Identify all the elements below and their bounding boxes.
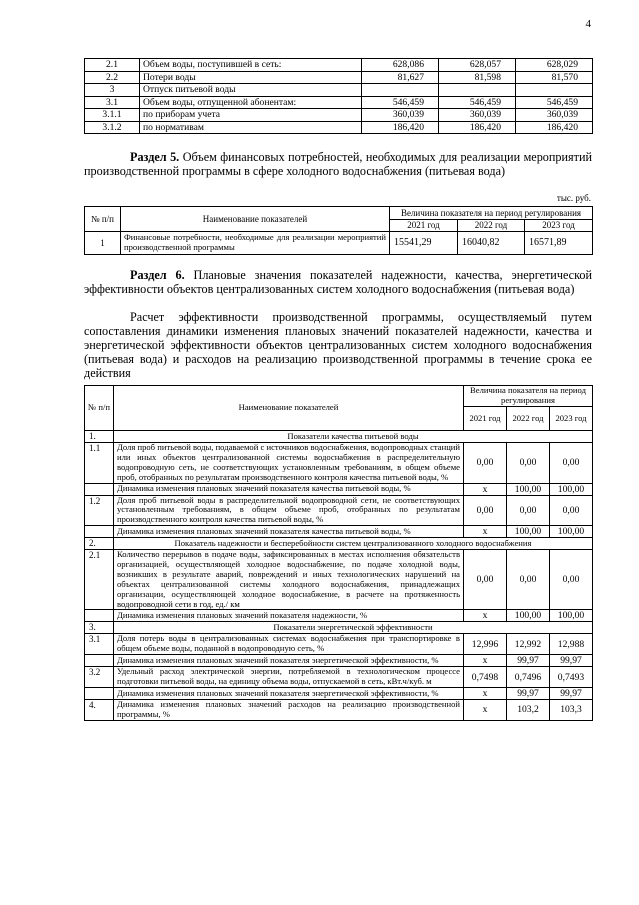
section6-paragraph: Расчет эффективности производственной программы, осуществляемый путем сопоставления динамики изменения плановых значений показателей надежности, качества и энергетической эффективности объектов централизованных систем холодного водоснабжения (питьевая вода) и расходов на реализацию производственной программы в течение срока ее действия: [84, 310, 592, 380]
section-row: [85, 622, 593, 634]
row-value-2021: 0,00: [464, 443, 507, 484]
section6-text: Плановые значения показателей надежности, качества, энергетической эффективности объектов централизованных систем холодного водоснабжения (питьевая вода): [84, 268, 592, 296]
row-number: [85, 688, 114, 700]
row-name: Доля проб питьевой воды в распределительной водопроводной сети, не соответствующих установленным требованиям, в общем объеме проб, отобранных по результатам производственного контроля качества питьевой воды, %: [114, 495, 464, 526]
row-value-2021: x: [464, 526, 507, 538]
row-value-2023: 360,039: [516, 109, 593, 122]
row-name: Динамика изменения плановых значений показателя качества питьевой воды, %: [114, 526, 464, 538]
row-name: Отпуск питьевой воды: [140, 84, 362, 97]
row-number: 2.1: [85, 59, 140, 72]
row-value-2021: 81,627: [362, 71, 439, 84]
table-row: [85, 610, 593, 622]
finance-year-2022: 2022 год: [458, 220, 525, 232]
row-value-2021: x: [464, 483, 507, 495]
row-value-2023: 546,459: [516, 96, 593, 109]
row-value-2021: x: [464, 655, 507, 667]
row-name: Количество перерывов в подаче воды, зафиксированных в местах исполнения обязательств организацией, осуществляющей холодное водоснабжение, по подаче холодной воды, возникших в результате аварий, повреждений и иных технологических нарушений на объектах централизованной системы холодного водоснабжения, принадлежащих организации, осуществляющей холодное водоснабжение, в расчете на протяженность водопроводной сети в год, ед./ км: [114, 550, 464, 610]
section5-text: Объем финансовых потребностей, необходимых для реализации мероприятий производственной программы в сфере холодного водоснабжения (питьевая вода): [84, 150, 592, 178]
row-name: Динамика изменения плановых значений расходов на реализацию производственной программы, %: [114, 700, 464, 721]
indicators-body: [85, 431, 593, 721]
section6-prefix: Раздел 6.: [130, 268, 185, 282]
row-value-2021: x: [464, 610, 507, 622]
row-value-2022: 0,00: [507, 550, 550, 610]
finance-col-no: № п/п: [85, 207, 121, 232]
row-value-2022: 628,057: [439, 59, 516, 72]
row-value-2022: 100,00: [507, 483, 550, 495]
row-name: Динамика изменения плановых значений показателя энергетической эффективности, %: [114, 655, 464, 667]
row-value-2021: x: [464, 700, 507, 721]
row-value-2021: [362, 84, 439, 97]
row-number: 2.2: [85, 71, 140, 84]
section-title: Показатель надежности и бесперебойности систем централизованного холодного водоснабжения: [114, 538, 593, 550]
row-value-2022: [439, 84, 516, 97]
finance-col-value: Величина показателя на период регулирования: [390, 207, 593, 220]
row-value-2023: [516, 84, 593, 97]
row-value-2021: x: [464, 688, 507, 700]
table-row: [85, 121, 593, 134]
finance-col-name: Наименование показателей: [121, 207, 390, 232]
table-row: [85, 59, 593, 72]
row-number: 3.2: [85, 667, 114, 688]
water-balance-body: [85, 59, 593, 134]
row-number: 3.1: [85, 96, 140, 109]
row-number: 3.1.2: [85, 121, 140, 134]
row-number: 1.2: [85, 495, 114, 526]
row-number: [85, 526, 114, 538]
row-value-2023: 100,00: [550, 610, 593, 622]
indicators-year-2022: 2022 год: [507, 407, 550, 431]
row-value-2023: 0,00: [550, 550, 593, 610]
indicators-table: [84, 385, 593, 721]
row-value-2021: 546,459: [362, 96, 439, 109]
row-value-2021: 628,086: [362, 59, 439, 72]
row-number: [85, 483, 114, 495]
row-value-2022: 0,00: [507, 495, 550, 526]
section-number: 3.: [85, 622, 114, 634]
page-number: 4: [585, 18, 591, 30]
row-number: 3.1: [85, 634, 114, 655]
row-value-2022: 360,039: [439, 109, 516, 122]
section-row: [85, 431, 593, 443]
table-row: [85, 634, 593, 655]
water-balance-table: [84, 58, 593, 134]
row-value-2023: 100,00: [550, 526, 593, 538]
row-value-2022: 12,992: [507, 634, 550, 655]
row-value-2021: 0,7498: [464, 667, 507, 688]
section6-heading: [84, 268, 592, 296]
row-value-2023: 100,00: [550, 483, 593, 495]
row-name: Доля потерь воды в централизованных системах водоснабжения при транспортировке в общем объеме воды, поданной в водопроводную сеть, %: [114, 634, 464, 655]
row-name: Динамика изменения плановых значений показателя надежности, %: [114, 610, 464, 622]
row-value-2023: 12,988: [550, 634, 593, 655]
row-value-2023: 0,7493: [550, 667, 593, 688]
indicators-year-2023: 2023 год: [550, 407, 593, 431]
section-title: Показатели энергетической эффективности: [114, 622, 593, 634]
row-value-2022: 100,00: [507, 526, 550, 538]
table-row: [85, 526, 593, 538]
row-value-2021: 12,996: [464, 634, 507, 655]
table-row: [85, 109, 593, 122]
finance-row-v3: 16571,89: [525, 232, 593, 255]
finance-row-v2: 16040,82: [458, 232, 525, 255]
finance-row-v1: 15541,29: [390, 232, 458, 255]
indicators-year-2021: 2021 год: [464, 407, 507, 431]
row-name: Объем воды, поступившей в сеть:: [140, 59, 362, 72]
row-value-2021: 360,039: [362, 109, 439, 122]
indicators-col-no: № п/п: [85, 386, 114, 431]
row-value-2022: 100,00: [507, 610, 550, 622]
table-row: [85, 655, 593, 667]
row-value-2021: 0,00: [464, 550, 507, 610]
row-value-2021: 186,420: [362, 121, 439, 134]
finance-year-2021: 2021 год: [390, 220, 458, 232]
row-value-2022: 99,97: [507, 655, 550, 667]
indicators-col-value: Величина показателя на период регулирования: [464, 386, 593, 407]
row-name: по приборам учета: [140, 109, 362, 122]
row-value-2022: 99,97: [507, 688, 550, 700]
row-name: Динамика изменения плановых значений показателя качества питьевой воды, %: [114, 483, 464, 495]
table-row: [85, 96, 593, 109]
table-row: [85, 667, 593, 688]
row-value-2021: 0,00: [464, 495, 507, 526]
row-value-2022: 0,7496: [507, 667, 550, 688]
section-row: [85, 538, 593, 550]
table-row: [85, 495, 593, 526]
row-value-2022: 546,459: [439, 96, 516, 109]
row-name: Доля проб питьевой воды, подаваемой с источников водоснабжения, водопроводных станций или иных объектов централизованной системы водоснабжения в распределительную водопроводную сеть, не соответствующих установленным требованиям, в общем объеме проб, отобранных по результатам производственного контроля качества питьевой воды, %: [114, 443, 464, 484]
table-row: [85, 483, 593, 495]
table-row: [85, 688, 593, 700]
row-value-2022: 103,2: [507, 700, 550, 721]
row-number: 2.1: [85, 550, 114, 610]
row-name: Удельный расход электрической энергии, потребляемой в технологическом процессе подготовки питьевой воды, на единицу объема воды, отпускаемой в сеть, кВт.ч/куб. м: [114, 667, 464, 688]
indicators-col-name: Наименование показателей: [114, 386, 464, 431]
row-number: 3: [85, 84, 140, 97]
table-row: [85, 71, 593, 84]
table-row: [85, 700, 593, 721]
finance-table: [84, 206, 593, 255]
finance-year-2023: 2023 год: [525, 220, 593, 232]
row-value-2023: 628,029: [516, 59, 593, 72]
row-number: [85, 655, 114, 667]
row-value-2023: 99,97: [550, 688, 593, 700]
section5-heading: [84, 150, 592, 178]
row-name: по нормативам: [140, 121, 362, 134]
section5-prefix: Раздел 5.: [130, 150, 180, 164]
table-row: [85, 550, 593, 610]
section-number: 1.: [85, 431, 114, 443]
table-row: [85, 443, 593, 484]
finance-row-name: Финансовые потребности, необходимые для реализации мероприятий производственной программы: [121, 232, 390, 255]
section5-unit: тыс. руб.: [556, 193, 591, 203]
row-value-2023: 0,00: [550, 495, 593, 526]
row-number: 1.1: [85, 443, 114, 484]
section-title: Показатели качества питьевой воды: [114, 431, 593, 443]
row-name: Динамика изменения плановых значений показателя энергетической эффективности, %: [114, 688, 464, 700]
row-value-2023: 99,97: [550, 655, 593, 667]
row-value-2023: 0,00: [550, 443, 593, 484]
row-name: Потери воды: [140, 71, 362, 84]
row-number: [85, 610, 114, 622]
row-value-2022: 186,420: [439, 121, 516, 134]
row-number: 4.: [85, 700, 114, 721]
row-value-2023: 81,570: [516, 71, 593, 84]
row-value-2022: 81,598: [439, 71, 516, 84]
row-value-2023: 103,3: [550, 700, 593, 721]
finance-row-no: 1: [85, 232, 121, 255]
row-number: 3.1.1: [85, 109, 140, 122]
section-number: 2.: [85, 538, 114, 550]
row-value-2022: 0,00: [507, 443, 550, 484]
table-row: [85, 84, 593, 97]
row-name: Объем воды, отпущенной абонентам:: [140, 96, 362, 109]
row-value-2023: 186,420: [516, 121, 593, 134]
